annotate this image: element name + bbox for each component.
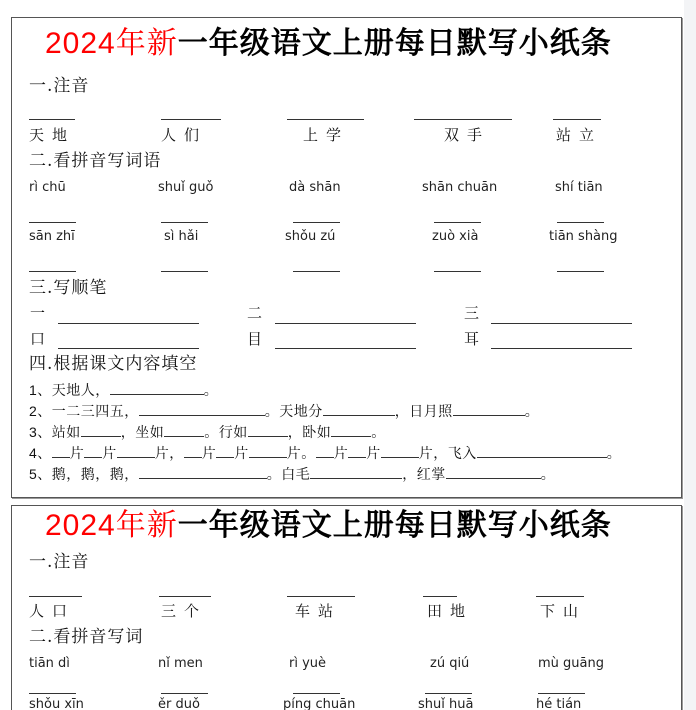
stroke-answer-line[interactable] bbox=[491, 323, 632, 324]
blank[interactable] bbox=[110, 381, 204, 395]
pinyin-answer-line[interactable] bbox=[414, 119, 512, 120]
dictation-sheet-2 bbox=[11, 505, 682, 710]
word-item: 人口 bbox=[29, 602, 76, 620]
section-heading-pinyin-annotation: 一.注音 bbox=[29, 552, 90, 572]
blank[interactable] bbox=[139, 465, 267, 479]
title-red-text: 年新 bbox=[115, 508, 178, 543]
pinyin-item: shí tiān bbox=[555, 180, 603, 195]
section-heading-write-words: 二.看拼音写词 bbox=[29, 627, 144, 647]
title-main-text: 一年级语文上册每日默写小纸条 bbox=[177, 508, 612, 543]
word-item: 站立 bbox=[556, 126, 603, 144]
stroke-answer-line[interactable] bbox=[275, 348, 416, 349]
word-answer-line[interactable] bbox=[29, 271, 76, 272]
stroke-answer-line[interactable] bbox=[58, 348, 199, 349]
word-item: 下山 bbox=[540, 602, 587, 620]
word-item: 天地 bbox=[29, 126, 76, 144]
blank[interactable] bbox=[381, 444, 419, 458]
word-answer-line[interactable] bbox=[538, 693, 585, 694]
section-heading-write-words: 二.看拼音写词语 bbox=[29, 151, 162, 171]
pinyin-item: mù guāng bbox=[538, 656, 604, 671]
blank[interactable] bbox=[81, 423, 121, 437]
stroke-char: 目 bbox=[247, 330, 263, 348]
word-item: 人们 bbox=[161, 126, 208, 144]
pinyin-item: píng chuān bbox=[283, 697, 356, 710]
sheet-title bbox=[45, 509, 612, 543]
word-item: 三个 bbox=[161, 602, 208, 620]
dictation-sheet-1 bbox=[11, 17, 682, 498]
section-heading-fill-blanks: 四.根据课文内容填空 bbox=[29, 354, 198, 374]
word-item: 双手 bbox=[444, 126, 491, 144]
blank[interactable] bbox=[52, 444, 70, 458]
stroke-char: 耳 bbox=[464, 330, 480, 348]
word-item: 田地 bbox=[427, 602, 474, 620]
pinyin-item: tiān shàng bbox=[549, 229, 618, 244]
pinyin-answer-line[interactable] bbox=[29, 596, 82, 597]
word-answer-line[interactable] bbox=[29, 222, 76, 223]
word-answer-line[interactable] bbox=[557, 271, 604, 272]
blank[interactable] bbox=[348, 444, 366, 458]
stroke-answer-line[interactable] bbox=[58, 323, 199, 324]
pinyin-item: zuò xià bbox=[432, 229, 479, 244]
fill-line-5: 5、鹅，鹅，鹅， 。白毛 ，红掌 。 bbox=[29, 466, 556, 483]
stroke-char: 二 bbox=[247, 304, 263, 322]
section-heading-pinyin-annotation: 一.注音 bbox=[29, 76, 90, 96]
blank[interactable] bbox=[331, 423, 371, 437]
title-year: 2024 bbox=[45, 509, 116, 542]
word-answer-line[interactable] bbox=[161, 693, 208, 694]
blank[interactable] bbox=[310, 465, 402, 479]
word-answer-line[interactable] bbox=[293, 222, 340, 223]
pinyin-item: zú qiú bbox=[430, 656, 470, 671]
section-heading-stroke-order: 三.写顺笔 bbox=[29, 278, 108, 298]
fill-line-3: 3、站如 ，坐如 。行如 ，卧如 。 bbox=[29, 424, 386, 441]
stroke-answer-line[interactable] bbox=[491, 348, 632, 349]
blank[interactable] bbox=[117, 444, 155, 458]
pinyin-answer-line[interactable] bbox=[287, 119, 364, 120]
blank[interactable] bbox=[323, 402, 395, 416]
blank[interactable] bbox=[316, 444, 334, 458]
blank[interactable] bbox=[184, 444, 202, 458]
pinyin-answer-line[interactable] bbox=[29, 119, 75, 120]
blank[interactable] bbox=[248, 423, 288, 437]
fill-line-1: 1、天地人， 。 bbox=[29, 382, 219, 399]
word-answer-line[interactable] bbox=[29, 693, 76, 694]
pinyin-item: shǒu zú bbox=[285, 229, 336, 244]
pinyin-item: shān chuān bbox=[422, 180, 498, 195]
word-answer-line[interactable] bbox=[425, 693, 472, 694]
pinyin-answer-line[interactable] bbox=[423, 596, 457, 597]
title-red-text: 年新 bbox=[115, 26, 178, 61]
sheet-title bbox=[45, 27, 612, 61]
word-answer-line[interactable] bbox=[293, 693, 340, 694]
pinyin-answer-line[interactable] bbox=[553, 119, 601, 120]
word-answer-line[interactable] bbox=[161, 222, 208, 223]
page-gutter bbox=[684, 0, 696, 710]
blank[interactable] bbox=[477, 444, 607, 458]
word-answer-line[interactable] bbox=[161, 271, 208, 272]
blank[interactable] bbox=[164, 423, 204, 437]
blank[interactable] bbox=[216, 444, 234, 458]
word-answer-line[interactable] bbox=[434, 271, 481, 272]
pinyin-item: sān zhī bbox=[29, 229, 75, 244]
fill-line-2: 2、一二三四五， 。天地分 ，日月照 。 bbox=[29, 403, 540, 420]
title-year: 2024 bbox=[45, 27, 116, 60]
pinyin-item: nǐ men bbox=[158, 656, 203, 671]
pinyin-item: shuǐ huā bbox=[418, 697, 474, 710]
stroke-answer-line[interactable] bbox=[275, 323, 416, 324]
pinyin-item: rì chū bbox=[29, 180, 66, 195]
fill-line-4: 4、 片 片 片， 片 片 片。 片 片 片，飞入 。 bbox=[29, 445, 622, 462]
pinyin-answer-line[interactable] bbox=[159, 596, 211, 597]
word-answer-line[interactable] bbox=[557, 222, 604, 223]
pinyin-item: hé tián bbox=[536, 697, 582, 710]
word-item: 车站 bbox=[295, 602, 342, 620]
pinyin-answer-line[interactable] bbox=[161, 119, 221, 120]
stroke-char: 三 bbox=[464, 304, 480, 322]
pinyin-item: rì yuè bbox=[289, 656, 327, 671]
pinyin-item: sì hǎi bbox=[164, 229, 199, 244]
blank[interactable] bbox=[139, 402, 265, 416]
pinyin-item: dà shān bbox=[289, 180, 341, 195]
word-item: 上学 bbox=[303, 126, 350, 144]
title-main-text: 一年级语文上册每日默写小纸条 bbox=[177, 26, 612, 61]
pinyin-answer-line[interactable] bbox=[287, 596, 355, 597]
blank[interactable] bbox=[249, 444, 287, 458]
pinyin-item: ěr duǒ bbox=[158, 697, 200, 710]
blank[interactable] bbox=[453, 402, 525, 416]
stroke-char: 一 bbox=[30, 304, 46, 322]
word-answer-line[interactable] bbox=[434, 222, 481, 223]
word-answer-line[interactable] bbox=[293, 271, 340, 272]
pinyin-item: tiān dì bbox=[29, 656, 70, 671]
pinyin-item: shǒu xīn bbox=[29, 697, 84, 710]
pinyin-item: shuǐ guǒ bbox=[158, 180, 214, 195]
pinyin-answer-line[interactable] bbox=[536, 596, 584, 597]
blank[interactable] bbox=[446, 465, 541, 479]
blank[interactable] bbox=[84, 444, 102, 458]
stroke-char: 口 bbox=[30, 330, 46, 348]
